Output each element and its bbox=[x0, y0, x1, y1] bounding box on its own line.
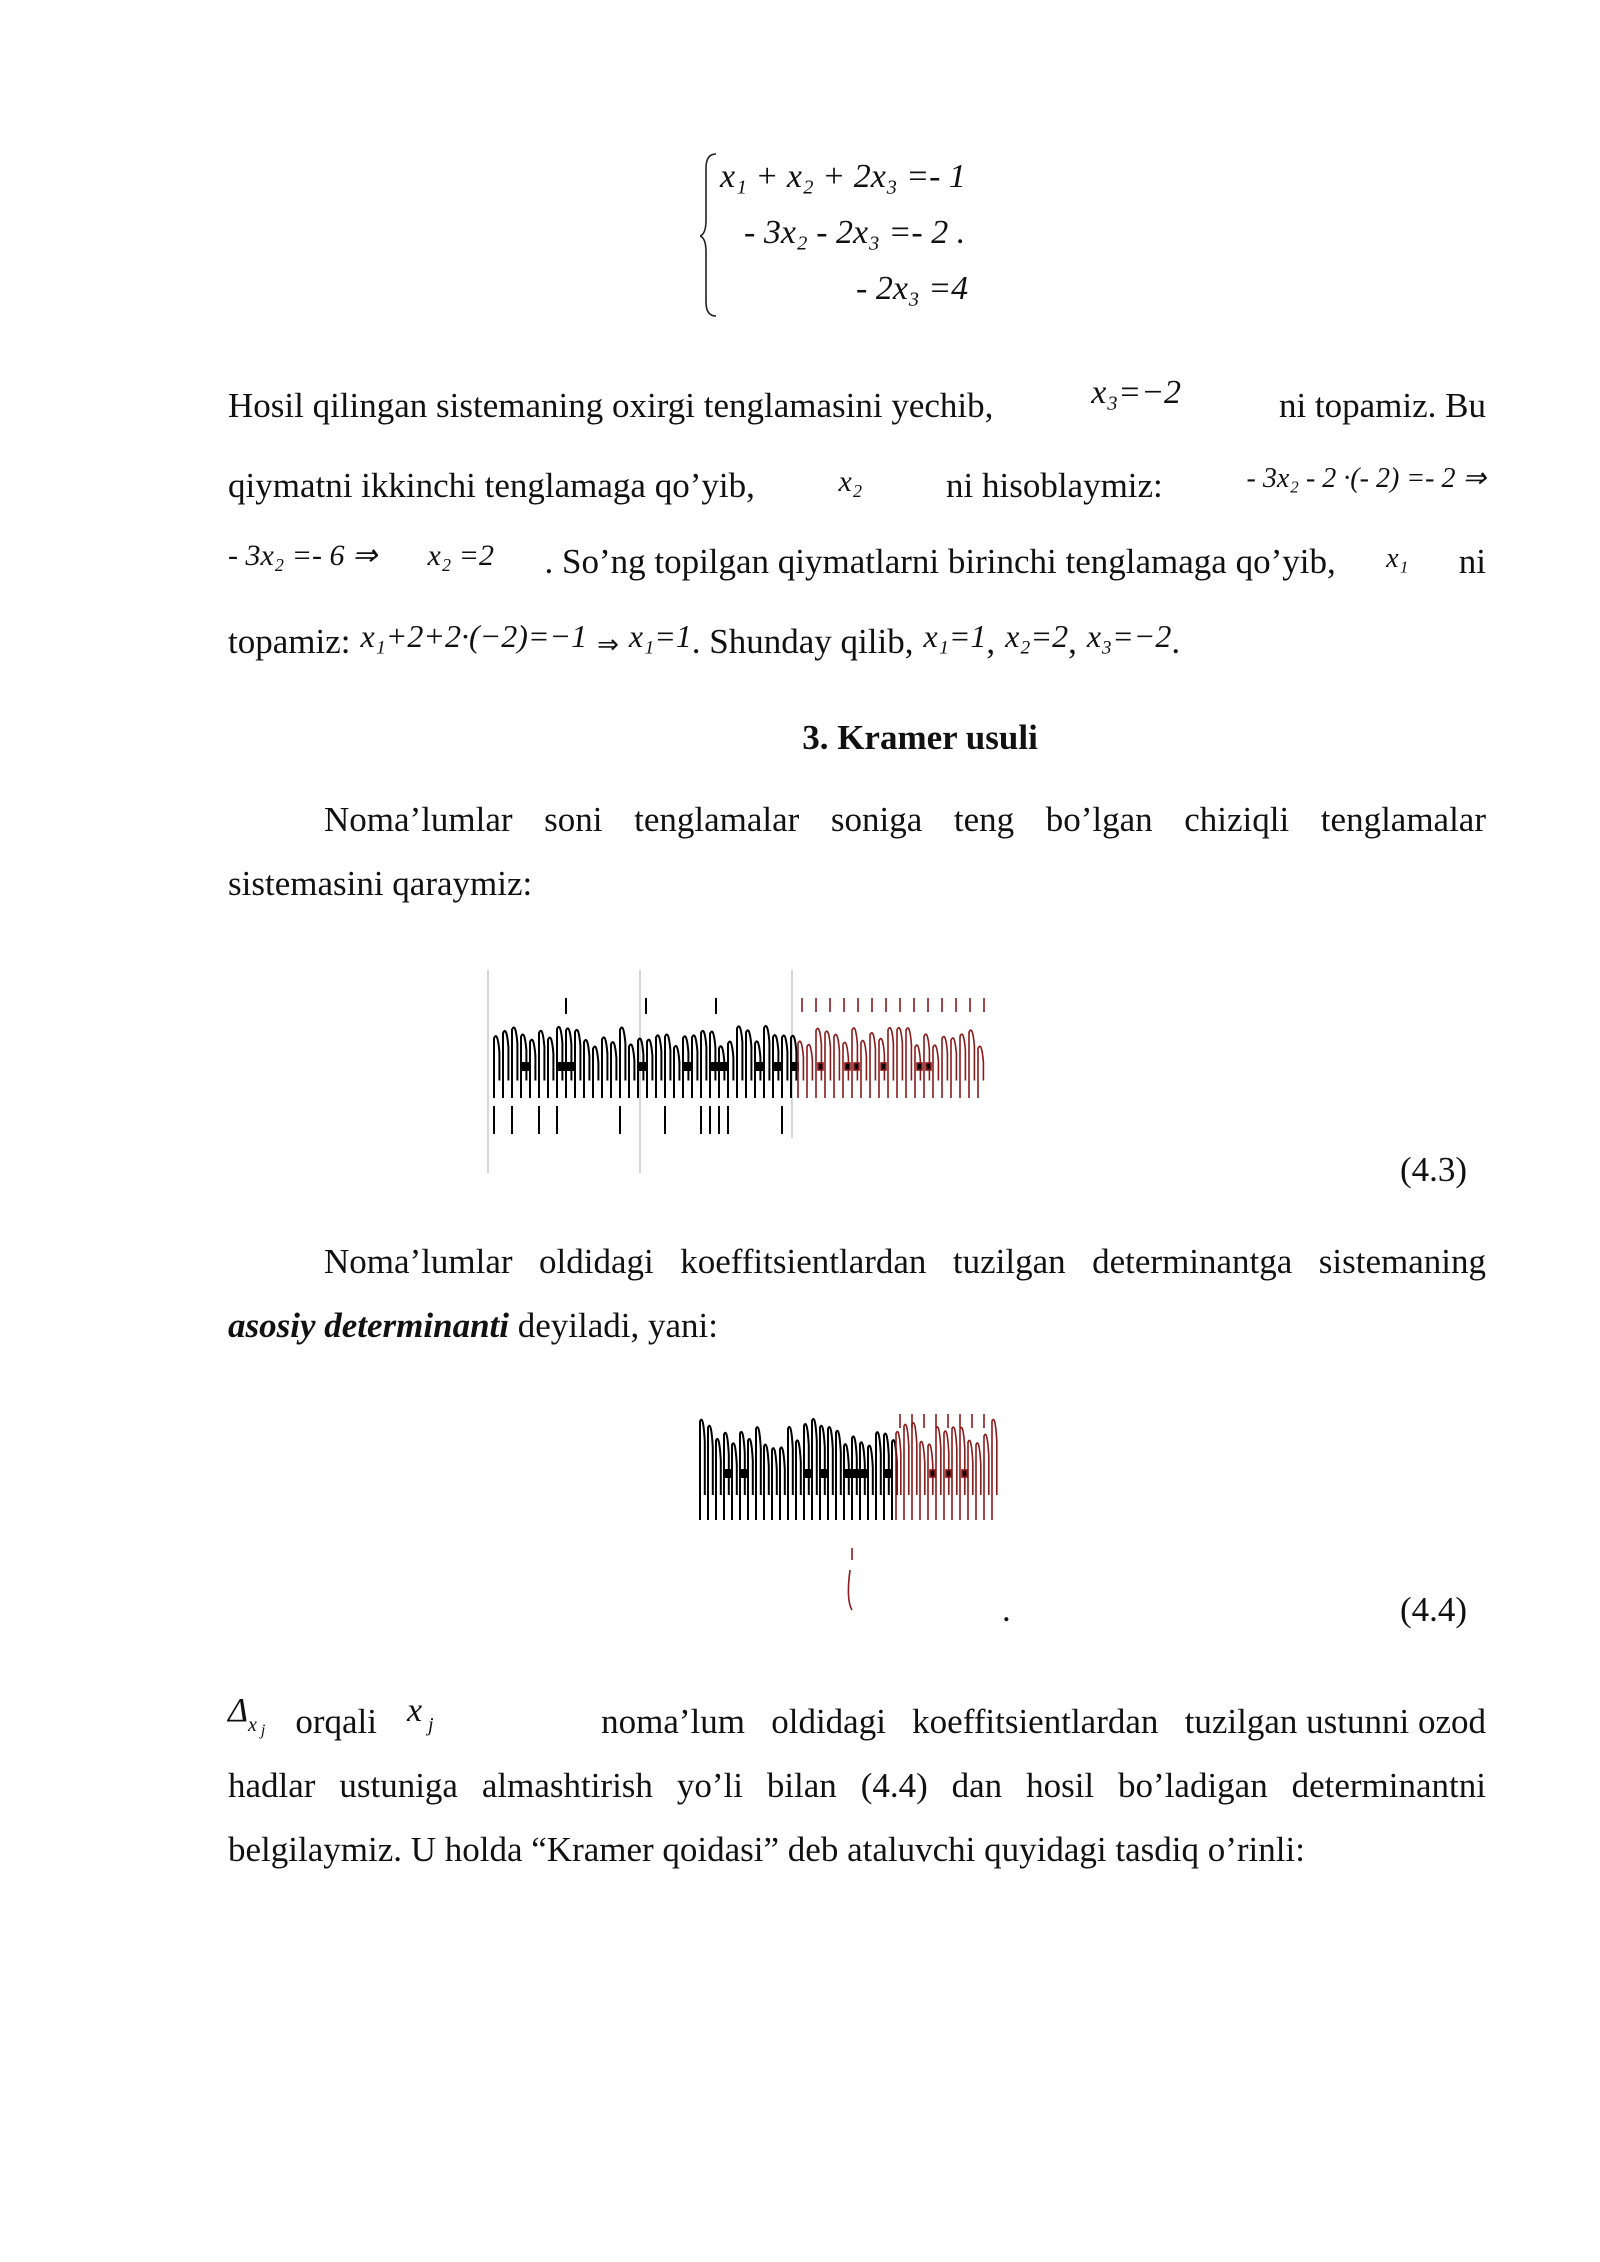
paragraph-3 bbox=[228, 522, 1486, 602]
garbled-glyph-dot bbox=[926, 1063, 931, 1070]
garbled-glyph-stroke bbox=[708, 1426, 713, 1520]
garbled-glyph-dot bbox=[854, 1470, 859, 1477]
p3-math-x2: x₂ =2 bbox=[427, 539, 495, 572]
garbled-glyph-stroke bbox=[732, 1443, 737, 1520]
garbled-glyph-stroke bbox=[928, 1444, 933, 1520]
garbled-glyph-stroke bbox=[836, 1431, 841, 1520]
paragraph-6 bbox=[228, 1230, 1486, 1358]
garbled-glyph-stroke bbox=[952, 1427, 957, 1520]
p4-comma-2: , bbox=[1068, 622, 1077, 661]
garbled-glyph-dot bbox=[685, 1063, 690, 1070]
xj-sub: j bbox=[428, 1714, 434, 1736]
p7-text-1: orqali bbox=[295, 1702, 377, 1741]
paragraph-5 bbox=[228, 788, 1486, 916]
garbled-glyph-dot bbox=[640, 1063, 645, 1070]
p4-period: . bbox=[1171, 622, 1181, 661]
garbled-glyph-stroke bbox=[674, 1046, 679, 1098]
section-heading bbox=[0, 718, 1600, 758]
garbled-glyph-stroke bbox=[782, 1035, 787, 1098]
p6-bold-term: asosiy determinanti bbox=[228, 1306, 509, 1345]
garbled-glyph-stroke bbox=[788, 1427, 793, 1520]
section-heading-text: 3. Kramer usuli bbox=[802, 718, 1038, 757]
garbled-formula-4-3 bbox=[486, 968, 1006, 1178]
garbled-glyph-dot bbox=[775, 1063, 780, 1070]
p4-math-x1: x₁=1 bbox=[628, 618, 692, 654]
delta-symbol bbox=[228, 1679, 265, 1749]
p4-text-2: . Shunday qilib, bbox=[691, 622, 914, 661]
garbled-glyph-stroke bbox=[834, 1034, 839, 1098]
garbled-glyph-stroke bbox=[861, 1041, 866, 1098]
garbled-glyph-stroke bbox=[494, 1036, 499, 1098]
garbled-glyph-stroke bbox=[906, 1028, 911, 1098]
equation-number-4-4: (4.4) bbox=[1400, 1590, 1468, 1629]
garbled-glyph-dot bbox=[726, 1470, 731, 1477]
garbled-glyph-stroke bbox=[584, 1040, 589, 1098]
garbled-glyph-stroke bbox=[876, 1432, 881, 1520]
garbled-glyph-stroke bbox=[656, 1035, 661, 1098]
garbled-glyph-stroke bbox=[936, 1427, 941, 1520]
garbled-glyph-dot bbox=[886, 1470, 891, 1477]
garbled-glyph-dot bbox=[862, 1470, 867, 1477]
p6-line-1: Noma’lumlar oldidagi koeffitsientlardan tuzilgan determinantga sistemaning bbox=[324, 1242, 1486, 1281]
garbled-glyph-stroke bbox=[602, 1037, 607, 1098]
garbled-glyph-dot bbox=[881, 1063, 886, 1070]
left-brace-icon bbox=[700, 150, 720, 320]
garbled-glyph-stroke bbox=[951, 1038, 956, 1098]
garbled-glyph-dot bbox=[559, 1063, 564, 1070]
garbled-glyph-stroke bbox=[812, 1419, 817, 1520]
p2-text-1: qiymatni ikkinchi tenglamaga qo’yib, bbox=[228, 466, 755, 505]
garbled-glyph-dot bbox=[712, 1063, 717, 1070]
garbled-glyph-stroke bbox=[868, 1446, 873, 1520]
garbled-glyph-dot bbox=[757, 1063, 762, 1070]
p5-line-1: Noma’lumlar soni tenglamalar soniga teng bo’lgan chiziqli tenglamalar bbox=[324, 800, 1486, 839]
garbled-glyph-stroke bbox=[920, 1442, 925, 1520]
system-row-3: - 2x₃ =4 bbox=[856, 270, 969, 307]
garbled-glyph-dot bbox=[846, 1470, 851, 1477]
paragraph-7 bbox=[228, 1690, 1486, 1882]
garbled-glyph-stroke bbox=[825, 1031, 830, 1098]
garbled-glyph-stroke bbox=[503, 1031, 508, 1098]
system-row-1: x₁ + x₂ + 2x₃ =- 1 bbox=[720, 158, 966, 195]
garbled-glyph-stroke bbox=[915, 1045, 920, 1098]
garbled-glyph-dot bbox=[854, 1063, 859, 1070]
p5-line-2: sistemasini qaraymiz: bbox=[228, 864, 533, 903]
garbled-glyph-stroke bbox=[539, 1031, 544, 1098]
garbled-glyph-stroke bbox=[719, 1046, 724, 1098]
p3-text-1: . So’ng topilgan qiymatlarni birinchi tenglamaga qo’yib, bbox=[544, 542, 1336, 581]
garbled-glyph-dot bbox=[946, 1470, 951, 1477]
garbled-glyph-stroke bbox=[780, 1447, 785, 1520]
p4-math-eq: x₁+2+2·(−2)=−1 bbox=[360, 618, 588, 654]
garbled-glyph-stroke bbox=[968, 1440, 973, 1520]
garbled-glyph-dot bbox=[917, 1063, 922, 1070]
garbled-glyph-dot bbox=[930, 1470, 935, 1477]
garbled-glyph-stroke bbox=[692, 1035, 697, 1098]
equation-number-4-3: (4.3) bbox=[1400, 1150, 1468, 1189]
garbled-glyph-stroke bbox=[807, 1045, 812, 1098]
p1-text-2: ni topamiz. Bu bbox=[1278, 386, 1486, 425]
garbled-glyph-stroke bbox=[593, 1047, 598, 1098]
garbled-glyph-stroke bbox=[647, 1040, 652, 1098]
garbled-glyph-dot bbox=[818, 1063, 823, 1070]
p2-math-x2: x₂ bbox=[838, 465, 863, 498]
p4-math-x3-val: x₃=−2 bbox=[1086, 618, 1172, 654]
equation-system bbox=[700, 150, 1060, 320]
delta-char: Δ bbox=[228, 1692, 248, 1729]
garbled-glyph-stroke bbox=[912, 1423, 917, 1520]
garbled-glyph-stroke bbox=[548, 1038, 553, 1098]
garbled-glyph-stroke bbox=[976, 1443, 981, 1520]
garbled-glyph-dot bbox=[721, 1063, 726, 1070]
equation-4-4-dot: . bbox=[1002, 1590, 1011, 1629]
garbled-glyph-stroke bbox=[844, 1444, 849, 1520]
p4-math-x1-val: x₁=1 bbox=[923, 618, 987, 654]
p6-rest: deyiladi, yani: bbox=[509, 1306, 718, 1345]
garbled-glyph-stroke bbox=[852, 1436, 857, 1520]
p2-math-eq: - 3x₂ - 2 ·(- 2) =- 2 ⇒ bbox=[1246, 463, 1486, 494]
p2-text-2: ni hisoblaymiz: bbox=[946, 466, 1163, 505]
garbled-glyph-stroke bbox=[748, 1439, 753, 1520]
p1-math-x3: x₃=−2 bbox=[1091, 374, 1182, 411]
garbled-glyph-stroke bbox=[860, 1442, 865, 1520]
garbled-glyph-stroke bbox=[896, 1432, 901, 1520]
p7-line-3: belgilaymiz. U holda “Kramer qoidasi” deb ataluvchi quyidagi tasdiq o’rinli: bbox=[228, 1830, 1305, 1869]
garbled-glyph-stroke bbox=[700, 1420, 705, 1520]
p3-math-eq1: - 3x₂ =- 6 ⇒ bbox=[228, 539, 378, 572]
garbled-glyph-stroke bbox=[746, 1030, 751, 1098]
garbled-glyph-stroke bbox=[665, 1035, 670, 1098]
garbled-glyph-stroke bbox=[992, 1419, 997, 1520]
garbled-glyph-stroke bbox=[611, 1042, 616, 1098]
garbled-glyph-stroke bbox=[728, 1042, 733, 1098]
p4-implies: ⇒ bbox=[597, 630, 619, 659]
garbled-glyph-stroke bbox=[764, 1445, 769, 1520]
p4-comma-1: , bbox=[986, 622, 996, 661]
p3-math-x1: x₁ bbox=[1386, 543, 1409, 574]
garbled-glyph-stroke bbox=[512, 1028, 517, 1098]
garbled-glyph-stroke bbox=[969, 1030, 974, 1098]
p4-math-x2-val: x₂=2 bbox=[1005, 618, 1069, 654]
garbled-glyph-stroke bbox=[629, 1044, 634, 1098]
p7-line-2: hadlar ustuniga almashtirish yo’li bilan (4.4) dan hosil bo’ladigan determinantni bbox=[228, 1766, 1486, 1805]
xj-symbol bbox=[407, 1679, 434, 1747]
delta-sub: x bbox=[247, 1714, 257, 1736]
garbled-glyph-stroke bbox=[904, 1424, 909, 1520]
garbled-glyph-dot bbox=[806, 1470, 811, 1477]
garbled-glyph-stroke bbox=[701, 1031, 706, 1098]
garbled-glyph-stroke bbox=[796, 1440, 801, 1520]
garbled-glyph-stroke bbox=[933, 1045, 938, 1098]
garbled-glyph-stroke bbox=[960, 1034, 965, 1098]
paragraph-1 bbox=[228, 366, 1486, 446]
p7-text-2: noma’lum oldidagi koeffitsientlardan tuzilgan ustunni ozod bbox=[601, 1702, 1486, 1741]
garbled-glyph-dot bbox=[742, 1470, 747, 1477]
p1-text-1: Hosil qilingan sistemaning oxirgi tenglamasini yechib, bbox=[228, 386, 994, 425]
garbled-glyph-dot bbox=[822, 1470, 827, 1477]
garbled-glyph-stroke bbox=[978, 1046, 983, 1098]
garbled-glyph-dot bbox=[523, 1063, 528, 1070]
garbled-glyph-stroke bbox=[897, 1028, 902, 1098]
p4-text-1: topamiz: bbox=[228, 622, 351, 661]
garbled-glyph-dot bbox=[568, 1063, 573, 1070]
garbled-glyph-stroke bbox=[530, 1040, 535, 1098]
delta-subsub: j bbox=[260, 1722, 266, 1739]
garbled-glyph-stroke bbox=[756, 1427, 761, 1520]
system-row-2: - 3x₂ - 2x₃ =- 2 . bbox=[744, 214, 966, 251]
garbled-glyph-stroke bbox=[942, 1037, 947, 1098]
garbled-glyph-stroke bbox=[737, 1026, 742, 1098]
garbled-glyph-stroke bbox=[764, 1026, 769, 1098]
paragraph-4 bbox=[228, 602, 1486, 682]
paragraph-2 bbox=[228, 446, 1486, 526]
garbled-glyph-stroke bbox=[620, 1028, 625, 1098]
garbled-glyph-stroke bbox=[870, 1033, 875, 1098]
garbled-glyph-dot bbox=[962, 1470, 967, 1477]
garbled-glyph-stroke bbox=[575, 1030, 580, 1098]
garbled-formula-4-4 bbox=[696, 1400, 1006, 1620]
p3-text-2: ni bbox=[1458, 542, 1486, 581]
garbled-glyph-stroke bbox=[772, 1448, 777, 1520]
xj-char: x bbox=[406, 1692, 423, 1729]
garbled-glyph-stroke bbox=[984, 1434, 989, 1520]
garbled-glyph-stroke bbox=[888, 1028, 893, 1098]
garbled-glyph-stroke bbox=[716, 1439, 721, 1520]
garbled-glyph-dot bbox=[845, 1063, 850, 1070]
garbled-glyph-stroke bbox=[828, 1427, 833, 1520]
